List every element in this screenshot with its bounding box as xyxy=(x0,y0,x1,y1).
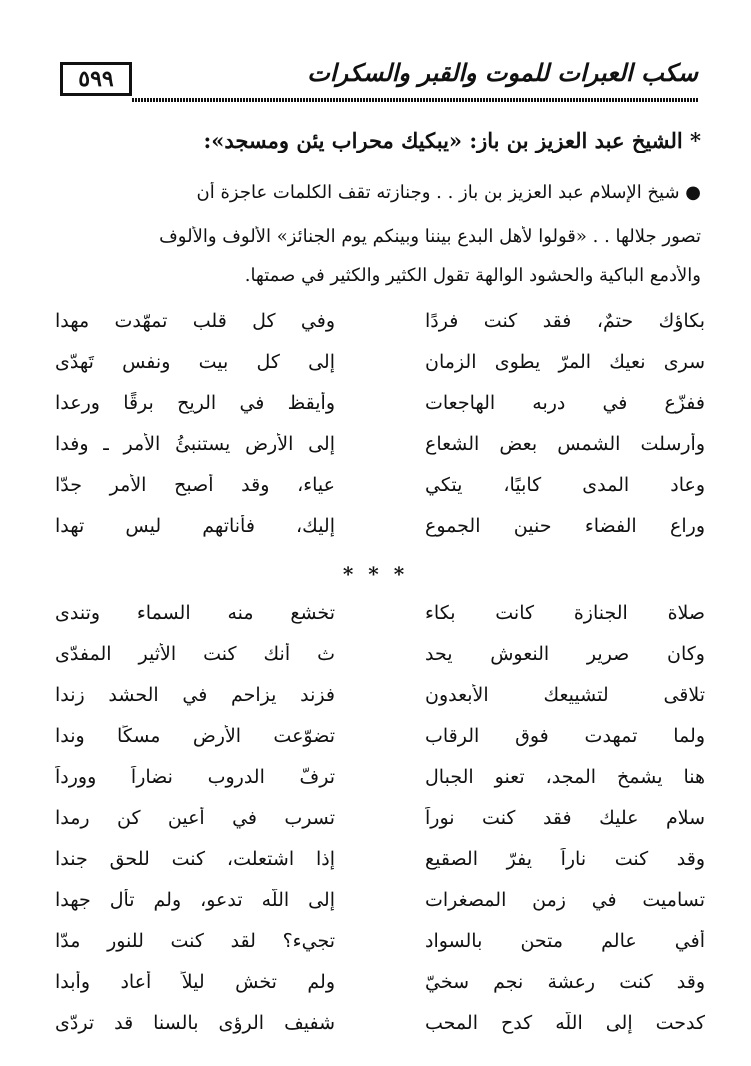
verse-row xyxy=(55,1012,705,1052)
verse-row xyxy=(55,474,705,514)
verse-second-hemistich: وفي كل قلب تمهّدت مهدا xyxy=(55,310,335,332)
verse-second-hemistich: إذا اشتعلت، كنت للحق جندا xyxy=(55,848,335,870)
page-header xyxy=(60,58,698,100)
paragraph-line: والأدمع الباكية والحشود الوالهة تقول الكثير والكثير في صمتها. xyxy=(244,265,701,286)
verse-second-hemistich: ث أنك كنت الأثير المفدّى xyxy=(55,643,335,665)
section-heading: * الشيخ عبد العزيز بن باز: «يبكيك محراب يئن ومسجد»: xyxy=(203,128,701,153)
verse-row xyxy=(55,684,705,724)
verse-first-hemistich: وراع الفضاء حنين الجموع xyxy=(425,515,705,537)
verse-second-hemistich: إلى كل بيت ونفس تَهدّى xyxy=(55,351,335,373)
verse-second-hemistich: فزند يزاحم في الحشد زندا xyxy=(55,684,335,706)
verse-second-hemistich: تجيء؟ لقد كنت للنور مدّا xyxy=(55,930,335,952)
verse-second-hemistich: إلى اللّه تدعو، ولم تأل جهدا xyxy=(55,889,335,911)
verse-row xyxy=(55,725,705,765)
verse-second-hemistich: تسرب في أعينٍ كن رمدا xyxy=(55,807,335,829)
verse-second-hemistich: تخشع منه السماء وتندى xyxy=(55,602,335,624)
verse-first-hemistich: وعاد المدى كابيًا، يتكي xyxy=(425,474,705,496)
verse-first-hemistich: وأرسلت الشمس بعض الشعاع xyxy=(425,433,705,455)
verse-first-hemistich: وكان صرير النعوش يحد xyxy=(425,643,705,665)
verse-row xyxy=(55,848,705,888)
verse-first-hemistich: هنا يشمخ المجد، تعنو الجبال xyxy=(425,766,705,788)
page-number: ٥٩٩ xyxy=(60,62,132,96)
verse-row xyxy=(55,971,705,1011)
verse-row xyxy=(55,807,705,847)
verse-row xyxy=(55,351,705,391)
paragraph-line: تصور جلالها . . «قولوا لأهل البدع بيننا وبينكم يوم الجنائز» الألوف والألوف xyxy=(159,226,701,247)
verse-first-hemistich: وقد كنت رعشة نجم سخيّ xyxy=(425,971,705,993)
verse-second-hemistich: إليك، فأناتهم ليس تهدا xyxy=(55,515,335,537)
paragraph-line: ● شيخ الإسلام عبد العزيز بن باز . . وجنازته تقف الكلمات عاجزة أن xyxy=(196,182,701,203)
verse-first-hemistich: ولما تمهدت فوق الرقاب xyxy=(425,725,705,747)
verse-row xyxy=(55,310,705,350)
verse-second-hemistich: تضوّعت الأرض مسكًا وندا xyxy=(55,725,335,747)
verse-second-hemistich: عياء، وقد أصبح الأمر جدّا xyxy=(55,474,335,496)
verse-first-hemistich: تساميت في زمن المصغرات xyxy=(425,889,705,911)
verse-row xyxy=(55,602,705,642)
verse-row xyxy=(55,392,705,432)
verse-row xyxy=(55,930,705,970)
verse-first-hemistich: كدحت إلى اللّه كدح المحب xyxy=(425,1012,705,1034)
verse-first-hemistich: صلاة الجنازة كانت بكاء xyxy=(425,602,705,624)
verse-first-hemistich: بكاؤك حتمٌ، فقد كنت فردًا xyxy=(425,310,705,332)
section-divider: * * * xyxy=(342,562,409,586)
verse-second-hemistich: ترفّ الدروب نضاراً وورداً xyxy=(55,766,335,788)
header-rule xyxy=(132,98,698,102)
verse-second-hemistich: إلى الأرض يستنبئُ الأمر ـ وفدا xyxy=(55,433,335,455)
verse-row xyxy=(55,889,705,929)
verse-first-hemistich: ففزّع في دربه الهاجعات xyxy=(425,392,705,414)
book-title: سكب العبرات للموت والقبر والسكرات xyxy=(307,58,698,87)
verse-second-hemistich: وأيقظ في الريح برقًا ورعدا xyxy=(55,392,335,414)
verse-second-hemistich: ولم تخش ليلاً أعاد وأبدا xyxy=(55,971,335,993)
verse-row xyxy=(55,433,705,473)
verse-first-hemistich: وقد كنت ناراً يفرّ الصقيع xyxy=(425,848,705,870)
verse-second-hemistich: شفيف الرؤى بالسنا قد تردّى xyxy=(55,1012,335,1034)
verse-row xyxy=(55,515,705,555)
verse-row xyxy=(55,643,705,683)
verse-row xyxy=(55,766,705,806)
verse-first-hemistich: سرى نعيك المرّ يطوى الزمان xyxy=(425,351,705,373)
verse-first-hemistich: سلام عليك فقد كنت نوراً xyxy=(425,807,705,829)
verse-first-hemistich: تلاقى لتشييعك الأبعدون xyxy=(425,684,705,706)
verse-first-hemistich: أفي عالم متحن بالسواد xyxy=(425,930,705,952)
